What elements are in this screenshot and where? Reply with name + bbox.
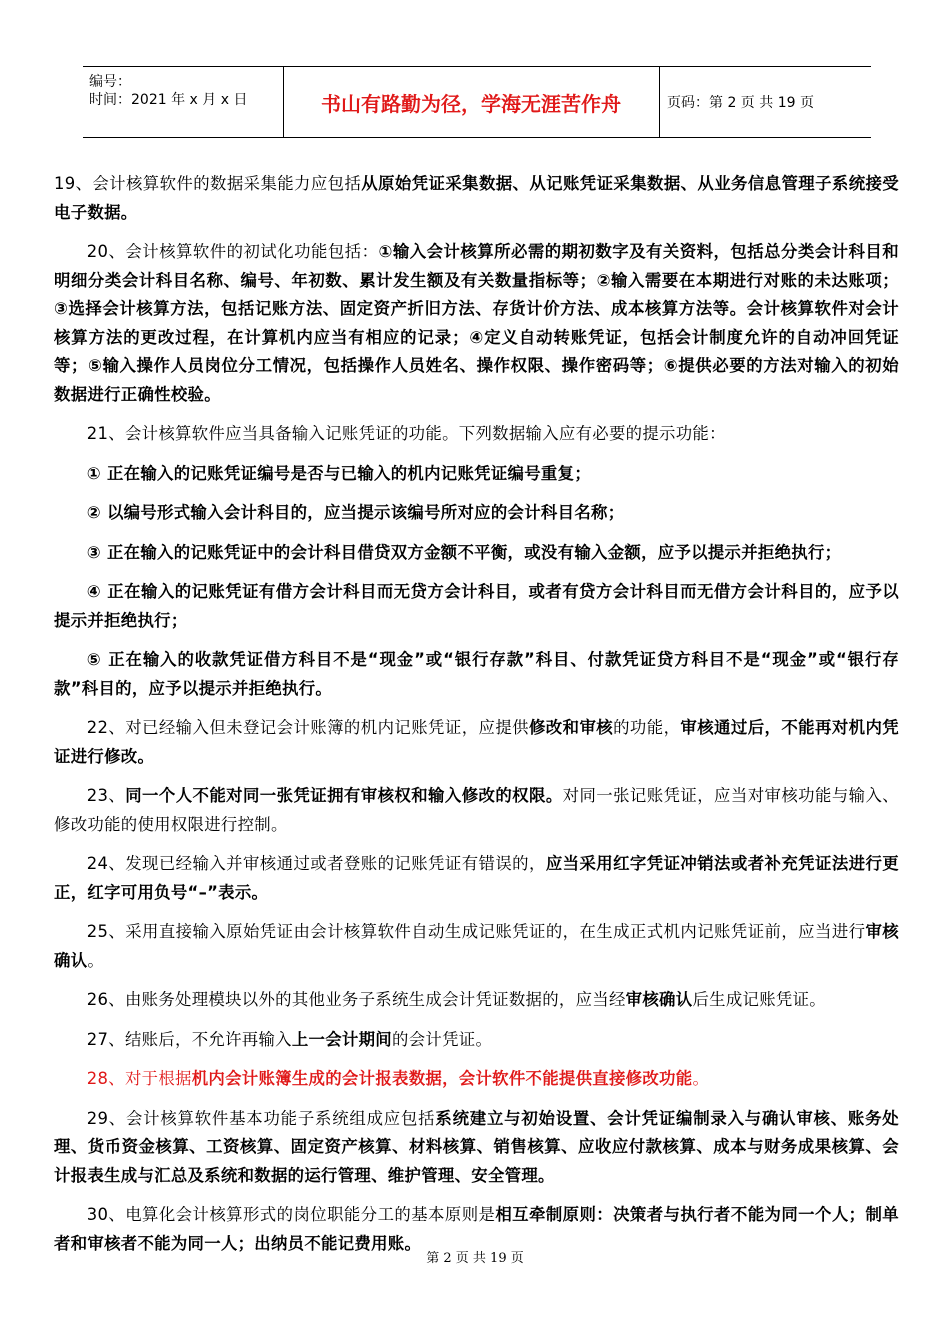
text-segment: 同一个人不能对同一张凭证拥有审核权和输入修改的权限。 (125, 786, 563, 805)
text-segment: 审核通过后，不能再对机内凭证进行修改。 (54, 718, 899, 766)
header-motto: 书山有路勤为径，学海无涯苦作舟 (321, 91, 621, 116)
text-segment: ⑤ 正在输入的收款凭证借方科目不是“现金”或“银行存款”科目、付款凭证贷方科目不是“现金”或“银行存款”科目的，应予以提示并拒绝执行。 (54, 650, 899, 698)
text-segment: 28、对于根据 (86, 1069, 192, 1088)
text-segment: 的会计凭证。 (392, 1029, 493, 1049)
header-meta (89, 73, 247, 109)
paragraph-21-item-1 (54, 460, 899, 489)
document-date: 时间：2021 年 x 月 x 日 (89, 92, 248, 108)
text-segment: 后生成记账凭证。 (692, 990, 826, 1009)
paragraph-21-item-5 (54, 646, 899, 703)
text-segment: ③ 正在输入的记账凭证中的会计科目借贷双方金额不平衡，或没有输入金额，应予以提示并拒绝执行； (86, 542, 842, 562)
text-segment: 19、会计核算软件的数据采集能力应包括 (54, 174, 362, 193)
paragraph-29 (54, 1105, 899, 1191)
text-segment: 修改和审核 (528, 718, 614, 737)
text-segment: ④ 正在输入的记账凭证有借方会计科目而无贷方会计科目，或者有贷方会计科目而无借方会计科目的，应予以提示并拒绝执行； (54, 582, 899, 630)
text-segment: 从原始凭证采集数据、从记账凭证采集数据、从业务信息管理子系统接受电子数据。 (54, 174, 899, 222)
text-segment: ② 以编号形式输入会计科目的，应当提示该编号所对应的会计科目名称； (86, 503, 625, 522)
text-segment: ① 正在输入的记账凭证编号是否与已输入的机内记账凭证编号重复； (86, 463, 592, 483)
document-number-label: 编号： (89, 74, 131, 90)
paragraph-28 (54, 1065, 899, 1094)
paragraph-20 (54, 238, 899, 409)
text-segment: 27、结账后，不允许再输入 (86, 1029, 292, 1049)
paragraph-24 (54, 850, 899, 907)
page-footer: 第 2 页 共 19 页 (426, 1251, 524, 1266)
text-segment: 应当采用红字凭证冲销法或者补充凭证法进行更正，红字可用负号“–”表示。 (54, 854, 899, 902)
paragraph-21-item-4 (54, 578, 899, 635)
text-segment: 23、 (86, 786, 126, 805)
paragraph-26 (54, 986, 899, 1015)
text-segment: 26、由账务处理模块以外的其他业务子系统生成会计凭证数据的，应当经 (86, 990, 626, 1009)
text-segment: 机内会计账簿生成的会计报表数据，会计软件不能提供直接修改功能 (191, 1069, 693, 1088)
text-segment: 20、会计核算软件的初试化功能包括： (86, 242, 379, 261)
text-segment: 审核确认 (625, 990, 693, 1009)
text-segment: 29、会计核算软件基本功能子系统组成应包括 (86, 1108, 436, 1128)
paragraph-22 (54, 714, 899, 771)
text-segment: 对同一张记账凭证，应当对审核功能与输入、修改功能的使用权限进行控制。 (54, 786, 899, 834)
text-segment: 25、采用直接输入原始凭证由会计核算软件自动生成记账凭证的，在生成正式机内记账凭证前，应当进行 (86, 922, 866, 941)
text-segment: 24、发现已经输入并审核通过或者登账的记账凭证有错误的， (86, 854, 546, 873)
text-segment: 21、会计核算软件应当具备输入记账凭证的功能。下列数据输入应有必要的提示功能： (86, 424, 726, 443)
text-segment: 审核确认 (54, 922, 899, 970)
header-page-info: 页码：第 2 页 共 19 页 (667, 95, 814, 111)
paragraph-19 (54, 170, 899, 227)
paragraph-25 (54, 918, 899, 975)
text-segment: 22、对已经输入但未登记会计账簿的机内记账凭证，应提供 (86, 718, 529, 737)
paragraph-21-item-3 (54, 539, 899, 568)
document-body (54, 170, 899, 1269)
text-segment: 系统建立与初始设置、会计凭证编制录入与确认审核、账务处理、货币资金核算、工资核算、固定资产核算、材料核算、销售核算、应收应付款核算、成本与财务成果核算、会计报表生成与汇总及系统和数据的运行管理、维护管理、安全管理。 (54, 1108, 900, 1185)
text-segment: 。 (87, 950, 105, 970)
text-segment: 。 (692, 1069, 710, 1088)
paragraph-27 (54, 1026, 899, 1055)
text-segment: 相互牵制原则：决策者与执行者不能为同一个人；制单者和审核者不能为同一人；出纳员不能记费用账。 (54, 1205, 899, 1253)
paragraph-21 (54, 420, 899, 449)
text-segment: 30、电算化会计核算形式的岗位职能分工的基本原则是 (86, 1205, 496, 1224)
paragraph-21-item-2 (54, 499, 899, 528)
text-segment: ①输入会计核算所必需的期初数字及有关资料，包括总分类会计科目和明细分类会计科目名称、编号、年初数、累计发生额及有关数量指标等；②输入需要在本期进行对账的未达账项；③选择会计核算方法，包括记账方法、固定资产折旧方法、存货计价方法、成本核算方法等。会计核算软件对会计核算方法的更改过程，在计算机内应当有相应的记录；④定义自动转账凭证，包括会计制度允许的自动冲回凭证等；⑤输入操作人员岗位分工情况，包括操作人员姓名、操作权限、操作密码等；⑥提供必要的方法对输入的初始数据进行正确性校验。 (54, 242, 899, 404)
header-divider (659, 67, 660, 137)
text-segment: 上一会计期间 (291, 1029, 393, 1049)
paragraph-23 (54, 782, 899, 839)
text-segment: 的功能， (613, 718, 681, 737)
page-header (83, 66, 871, 138)
